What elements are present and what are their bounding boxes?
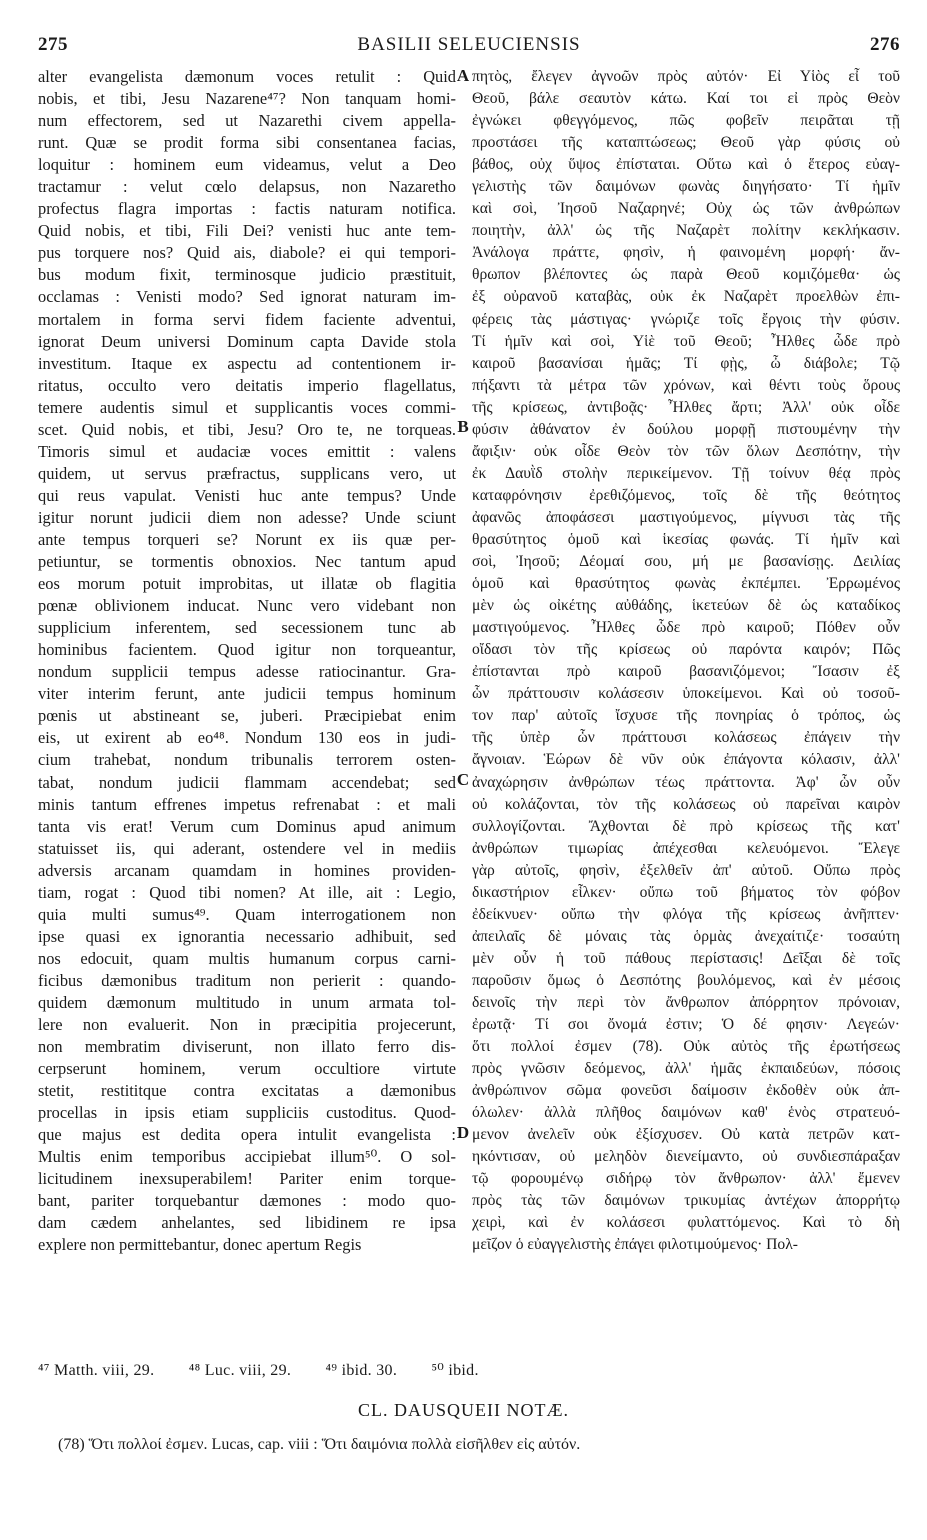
text-line: profectus flagra importas : factis naturam notifica. — [38, 199, 456, 219]
text-line: πήξαντι τὰ μέτρα τῶν χρόνων, καὶ θέντι τοὺς ὅρους — [472, 376, 900, 394]
text-line: tractamur : velut cœlo delapsus, non Nazaretho — [38, 177, 456, 197]
section-marker-b: B — [457, 417, 469, 436]
section-marker-c: C — [456, 770, 470, 789]
text-line: ἀνθρώπινον σῶμα φονεῦσι δαίμοσιν ἐκδοθὲν οὐκ ἀπ- — [472, 1082, 900, 1100]
running-title: BASILII SELEUCIENSIS — [357, 34, 581, 55]
text-line: bus modum fixit, terminosque judicio præstituit, — [38, 265, 456, 285]
text-line: procellas in ipsis etiam suppliciis custoditus. Quod- — [38, 1103, 456, 1123]
footnote: ⁴⁷ Matth. viii, 29. — [38, 1362, 155, 1379]
text-line: pœnæ oblivionem inducat. Nunc vero videbant non — [38, 596, 456, 616]
text-line: explere non permittebantur, donec apertum Regis — [38, 1235, 362, 1255]
text-line: τῆς κρίσεως, ἀντιβοᾷς· Ἦλθες ἄρτι; Ἀλλ' οὐκ οἶδε — [472, 398, 900, 416]
text-line: Τί ἡμῖν καὶ σοὶ, Υἱὲ τοῦ Θεοῦ; Ἦλθες ὧδε πρὸ — [472, 332, 900, 350]
footnote: ⁵⁰ ibid. — [431, 1362, 479, 1379]
text-line: loquitur : hominem eum videamus, velut a Deo — [38, 155, 456, 175]
text-line: eis, ut exirent ab eo⁴⁸. Nondum 130 eos in judi- — [38, 728, 456, 748]
text-line: tabat, nondum judicii flammam accendebat; sed — [38, 772, 456, 792]
text-line: quia multi sumus⁴⁹. Quam interrogationem non — [38, 904, 456, 924]
text-line: μεῖζον ὁ εὐαγγελιστὴς ἐπάγει φιλοτιμούμενος· Πολ- — [472, 1236, 798, 1254]
text-line: μὲν ὡς οἰκέτης αὐθάδης, ἱκετεύων δὲ ὡς καταδίκος — [472, 597, 900, 615]
text-line: τῆς ὑπὲρ ὧν πράττουσι κολάσεως ἐπάγειν τὴν — [472, 729, 900, 747]
text-line: nobis, et tibi, Jesu Nazarene⁴⁷? Non tanquam homi- — [38, 89, 456, 109]
text-line: lere non evaluerit. Non in præcipitia projecerunt, — [38, 1015, 456, 1035]
text-line: ἐρωτᾷ· Τί σοι ὄνομά ἐστιν; Ὁ δέ φησιν· Λεγεών· — [472, 1016, 900, 1034]
text-line: bant, pariter torquebantur dæmones : modo quo- — [38, 1191, 456, 1211]
text-line: ritatus, occulto vero deitatis imperio flagellatus, — [38, 375, 456, 395]
text-line: ἀφανῶς ἀποφάσεσι μαστιγούμενος, μίγνυσι τὰς τῆς — [472, 508, 900, 526]
text-line: minis tantum effrenes impetus refrenabat : et mali — [38, 794, 456, 814]
text-line: pœnis ut abstineant se, juberi. Præcipiebat enim — [38, 706, 456, 726]
text-line: καταφρόνησιν ἐρεθιζόμενος, τοῖς δὲ τῆς θεότητος — [472, 486, 900, 504]
text-line: μαστιγούμενος. Ἦλθες ὧδε πρὸ καιροῦ; Πόθεν οὖν — [472, 619, 900, 637]
text-line: ἐδείκνυεν· οὔπω τὴν φλόγα τῆς κρίσεως ἀνῆπτεν· — [472, 905, 900, 923]
text-line: dam cædem anhelantes, sed libidinem re ipsa — [38, 1213, 456, 1233]
text-line: pus torquere nos? Quid ais, diabole? ei qui tempori- — [38, 243, 456, 263]
text-line: ἄφιξιν· οὐκ οἶδε Θεὸν τὸν τῶν ὅλων Δεσπότην, τὴν — [472, 442, 900, 460]
text-line: scet. Quid nobis, et tibi, Jesu? Oro te, ne torqueas. — [38, 419, 456, 439]
section-marker-d: D — [456, 1123, 470, 1142]
text-line: βάθος, οὐχ ὕψος ἐπίσταται. Οὕτω καὶ ὁ ἕτερος εὐαγ- — [472, 156, 900, 174]
text-line: ποιητὴν, ἀλλ' ὡς τῆς Ναζαρὲτ πολίτην κεκλήκασιν. — [472, 222, 900, 240]
text-line: ἐγνώκει φθεγγόμενος, πῶς φοβεῖν πειρᾶται τῇ — [472, 112, 900, 130]
text-line: γελιστὴς τῶν δαιμόνων φωνὰς διηγήσατο· Τί ἡμῖν — [472, 178, 900, 196]
text-line: ἐξ οὐρανοῦ καταβὰς, οὐκ ἐκ Ναζαρὲτ προελθὼν ἐπι- — [472, 288, 900, 306]
text-line: μὲν οὖν ἡ τοῦ πάθους περίστασις! Δεῖξαι δὲ τοῖς — [472, 949, 900, 967]
text-line: ηκόντισαν, οὐ μεληδὸν διενείμαντο, οὐ συνδιεσπάραξαν — [472, 1148, 900, 1166]
text-line: ὧν πράττουσιν κολάσεσιν ὑποκείμενοι. Καὶ οὐ τοσοῦ- — [472, 685, 900, 703]
text-line: eos morum potuit improbitas, ut illatæ ob flagitia — [38, 574, 456, 594]
text-line: πρὸς γνῶσιν δεόμενος, ἀλλ' ἡμᾶς ἐκπαιδεύων, πόσοις — [472, 1060, 900, 1078]
text-line: supplicium inferentem, sed secessionem tunc ab — [38, 618, 456, 638]
text-line: πρὸς τὰς τῶν δαιμόνων τρικυμίας ἀντέχων ἀπορρήτῳ — [472, 1192, 900, 1210]
text-line: ipse quasi ex ignorantia necessario adhibuit, sed — [38, 926, 456, 946]
text-line: occlamas : Venisti modo? Sed ignorat naturam im- — [38, 287, 456, 307]
text-line: σοὶ, Ἰησοῦ; Δέομαί σου, μή με βασανίσῃς. Δειλίας — [472, 553, 900, 571]
footnote: ⁴⁸ Luc. viii, 29. — [188, 1362, 292, 1379]
footnotes — [38, 1360, 900, 1380]
text-line: adversis arcanam quamdam in homines providen- — [38, 860, 456, 880]
notes-heading: CL. DAUSQUEII NOTÆ. — [358, 1400, 569, 1420]
text-line: num effectorem, sed ut Nazarethi civem appella- — [38, 111, 456, 131]
text-line: ὁμοῦ καὶ θρασύτητος φωνὰς ἐκπέμπει. Ἐρρωμένος — [472, 575, 900, 593]
text-line: investitum. Itaque ex aspectu ad contentionem ir- — [38, 353, 456, 373]
text-line: τῷ φορουμένῳ σιδήρῳ τὸν ἄνθρωπον· ἀλλ' ἔμενεν — [472, 1170, 900, 1188]
text-line: χειρὶ, καὶ ἐν κολάσεσι φυλαττόμενος. Καὶ τὸ δὴ — [472, 1214, 900, 1232]
text-line: οὐ κολάζονται, τὸν τῆς κολάσεως οὐ παρεῖναι καιρὸν — [472, 795, 900, 813]
text-line: viter interim ferunt, ante judicii tempus hominum — [38, 684, 456, 704]
latin-column — [38, 66, 456, 1356]
text-line: συλλογίζονται. Ἄχθονται δὲ πρὸ κρίσεως τῆς κατ' — [472, 817, 900, 835]
text-line: δικαστήριον εἷλκεν· οὔπω τοῦ βήματος τὸν φόβον — [472, 883, 900, 901]
text-line: Quid nobis, et tibi, Fili Dei? venisti huc ante tem- — [38, 221, 456, 241]
text-line: tanta vis erat! Verum cum Dominus apud animum — [38, 816, 456, 836]
page-header — [38, 34, 900, 64]
text-line: ἐκ Δαυῒδ στολὴν περικείμενον. Τῇ τοίνυν θέᾳ πρὸς — [472, 464, 900, 482]
text-line: Θεοῦ, βάλε σεαυτὸν κάτω. Καί τοι εἰ πρὸς Θεὸν — [472, 90, 900, 108]
text-line: ἐπίστανται πρὸ καιροῦ βασανιζόμενοι; Ἴσασιν ἐξ — [472, 663, 900, 681]
text-line: alter evangelista dæmonum voces retulit : Quid — [38, 67, 456, 86]
text-line: Ἀνάλογα πράττε, φησὶν, ἡ φαινομένη μορφή· ἄν- — [472, 244, 900, 262]
text-line: φύσιν ἀθάνατον ἐν δούλου μορφῇ πιστουμένην τὴν — [472, 420, 900, 438]
text-line: προστάσει τῆς καταπτώσεως; Θεοῦ γὰρ φύσις οὐ — [472, 134, 900, 152]
text-line: ἀναχώρησιν ἀνθρώπων τέως πράττοντα. Ἀφ' ὧν οὖν — [472, 773, 900, 791]
text-line: τον παρ' αὐτοῖς ἴσχυσε τῆς πονηρίας ὁ τρόπος, ὡς — [472, 707, 900, 725]
text-line: πητὸς, ἔλεγεν ἀγνοῶν πρὸς αὐτόν· Εἰ Υἱὸς εἶ τοῦ — [472, 68, 900, 85]
text-line: nondum supplicii tempus adesse ratiocinantur. Gra- — [38, 662, 456, 682]
text-line: δεινοῖς τὴν περὶ τὸν ἄνθρωπον ἀπόρρητον πρόνοιαν, — [472, 993, 900, 1011]
text-line: nos edocuit, quam multis humanum corpus carni- — [38, 948, 456, 968]
text-line: μενον ἀνελεῖν οὐκ ἐξίσχυσεν. Οὐ κατὰ πετρῶν κατ- — [472, 1126, 900, 1144]
text-line: tiam, rogat : Quod tibi nomen? At ille, ait : Legio, — [38, 882, 456, 902]
text-line: παροῦσιν ὅμως ὁ Δεσπότης βουλόμενος, καὶ ἐν μέσοις — [472, 971, 900, 989]
text-line: quidem dæmonum multitudo in unum armata tol- — [38, 992, 456, 1012]
text-line: licitudinem inexsuperabilem! Pariter enim torque- — [38, 1169, 456, 1189]
text-line: cium trahebat, nondum tribunalis terrorem osten- — [38, 750, 456, 770]
text-line: ὅτι πολλοί ἐσμεν (78). Οὐκ αὐτὸς τῆς ἐρωτήσεως — [472, 1038, 900, 1056]
text-line: petiuntur, se tormentis obnoxios. Nec tantum apud — [38, 552, 456, 572]
text-line: statuisset iis, qui aderant, ostendere vel in mediis — [38, 838, 456, 858]
text-line: non membratim diviserunt, non illato ferro dis- — [38, 1037, 456, 1057]
text-line: qui reus vapulat. Venisti huc ante tempus? Unde — [38, 485, 456, 505]
page-number-left: 275 — [38, 34, 68, 55]
text-line: καιροῦ βασανίσαι ἡμᾶς; Τί φῂς, ὦ διάβολε; Τῷ — [472, 354, 900, 372]
text-line: igitur norunt judicii diem non adesse? Unde sciunt — [38, 507, 456, 527]
section-marker-a: A — [456, 66, 470, 85]
text-line: runt. Quæ se prodit forma sibi consentanea facias, — [38, 133, 456, 153]
footnote: ⁴⁹ ibid. 30. — [325, 1362, 398, 1379]
text-line: Multis enim temporibus accipiebat illum⁵⁰. O sol- — [38, 1147, 456, 1167]
text-line: Timoris simul et audaciæ voces emittit : valens — [38, 441, 456, 461]
text-line: hominibus facientem. Quod igitur non torqueantur, — [38, 640, 456, 660]
text-line: ἀπειλαῖς δὲ μόναις τὰς ὁρμὰς ἀνεχαίτιζε· τοσαύτη — [472, 927, 900, 945]
text-line: καὶ σοὶ, Ἰησοῦ Ναζαρηνέ; Οὐχ ὡς τῶν ἀνθρώπων — [472, 200, 900, 218]
text-line: θρωπον βλέποντες ὡς παρὰ Θεοῦ κομιζόμεθα· ὡς — [472, 266, 900, 284]
text-line: ignorat Deum universi Dominum capta Davide stola — [38, 331, 456, 351]
text-line: ἄγνοιαν. Ἑώρων δὲ νῦν οὐκ ἐπάγοντα κόλασιν, ἀλλ' — [472, 751, 900, 769]
text-line: quidem, ut servus præfractus, supplicans vero, ut — [38, 463, 456, 483]
text-line: φέρεις τὰς μάστιγας· γνώριζε τοῖς ἔργοις τὴν φύσιν. — [472, 310, 900, 328]
text-line: stetit, restititque contra excitatas a dæmonibus — [38, 1081, 456, 1101]
text-line: ficibus dæmonibus traditum non perierit : quando- — [38, 970, 456, 990]
text-line: ἀνθρώπων τιμωρίας ἀπέχεσθαι κελευόμενοι. Ἔλεγε — [472, 839, 900, 857]
text-line: γὰρ αὐτοῖς, φησὶν, ἐξελθεῖν ἀπ' αὐτοῦ. Οὔπω πρὸς — [472, 861, 900, 879]
text-line: όλωλεν· ἀλλὰ πλῆθος δαιμόνων καθ' ἑνὸς στρατευό- — [472, 1104, 900, 1122]
text-line: ante tempus torqueri se? Norunt ex iis quæ per- — [38, 529, 456, 549]
text-line: θρασύτητος ὁμοῦ καὶ ἱκεσίας φωνάς. Τί ἡμῖν καὶ — [472, 530, 900, 548]
text-line: mortalem in forma servi fidem faciente adventui, — [38, 309, 456, 329]
text-line: temere audentis simul et supplicantis voces commi- — [38, 397, 456, 417]
text-line: que majus est dedita opera intulit evangelista : — [38, 1125, 456, 1145]
editor-note: (78) Ὅτι πολλοί ἐσμεν. Lucas, cap. viii : Ὅτι δαιμόνια πολλὰ εἰσῆλθεν εἰς αὐτόν. — [58, 1436, 581, 1453]
greek-column — [472, 66, 900, 1356]
text-line: οἴδασι τὸν τῆς κρίσεως οὐ παρόντα καιρόν; Πῶς — [472, 641, 900, 659]
page-number-right: 276 — [870, 34, 900, 55]
text-line: cerpserunt hominem, verum occultiore virtute — [38, 1059, 456, 1079]
